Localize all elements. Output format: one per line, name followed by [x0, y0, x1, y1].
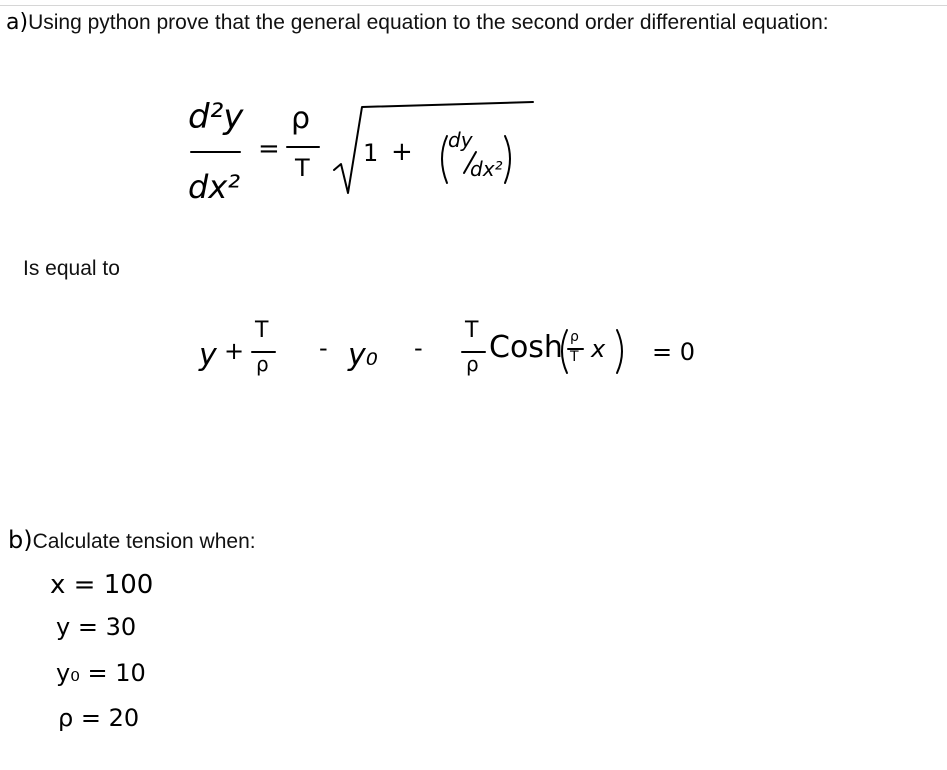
part-b-marker: b): [8, 526, 33, 554]
cosh-inner-rho: ρ: [570, 329, 579, 345]
connector-text: Is equal to: [23, 257, 120, 280]
part-a-heading: [6, 11, 829, 35]
rho-numerator: ρ: [291, 101, 311, 136]
solution-plus: +: [224, 337, 245, 365]
lhs-fraction-bar: [190, 150, 242, 154]
solution-minus-1: -: [319, 334, 328, 362]
cosh-right-parenthesis: [614, 328, 628, 376]
part-b-instruction: Calculate tension when:: [32, 530, 256, 553]
equals-sign: =: [258, 134, 280, 164]
solution-cosh: Cosh: [489, 330, 563, 365]
tension-denominator: T: [295, 154, 310, 182]
part-a-marker: a): [6, 10, 29, 35]
given-y0: y₀ = 10: [56, 659, 146, 687]
right-parenthesis: [502, 134, 516, 186]
lhs-numerator: d²y: [188, 97, 244, 137]
solution-minus-2: -: [414, 334, 423, 362]
radicand-one: 1: [363, 139, 379, 167]
solution-y: y: [199, 338, 217, 373]
solution-t2-numerator: T: [465, 318, 479, 343]
rho-over-t-fraction-bar: [286, 145, 322, 149]
part-a-instruction: Using python prove that the general equation to the second order differential equation:: [28, 11, 829, 34]
solution-equals-zero: = 0: [652, 338, 696, 366]
lhs-denominator: dx²: [188, 168, 241, 206]
given-rho: ρ = 20: [58, 704, 140, 732]
part-b-heading: [8, 528, 256, 554]
cosh-left-parenthesis: [556, 328, 570, 376]
solution-rho2-denominator: ρ: [466, 352, 479, 376]
dx2-term: dx²: [470, 157, 503, 181]
given-x: x = 100: [50, 570, 154, 600]
radicand-plus: +: [391, 137, 413, 167]
solution-y0: y₀: [348, 338, 378, 373]
solution-t-over-rho-numerator: T: [255, 318, 269, 343]
top-rule: [0, 5, 947, 6]
solution-t-over-rho-denominator: ρ: [256, 352, 269, 376]
cosh-inner-t: T: [570, 349, 579, 365]
dy-term: dy: [448, 128, 473, 152]
cosh-inner-x: x: [591, 335, 606, 363]
given-y: y = 30: [56, 613, 137, 641]
